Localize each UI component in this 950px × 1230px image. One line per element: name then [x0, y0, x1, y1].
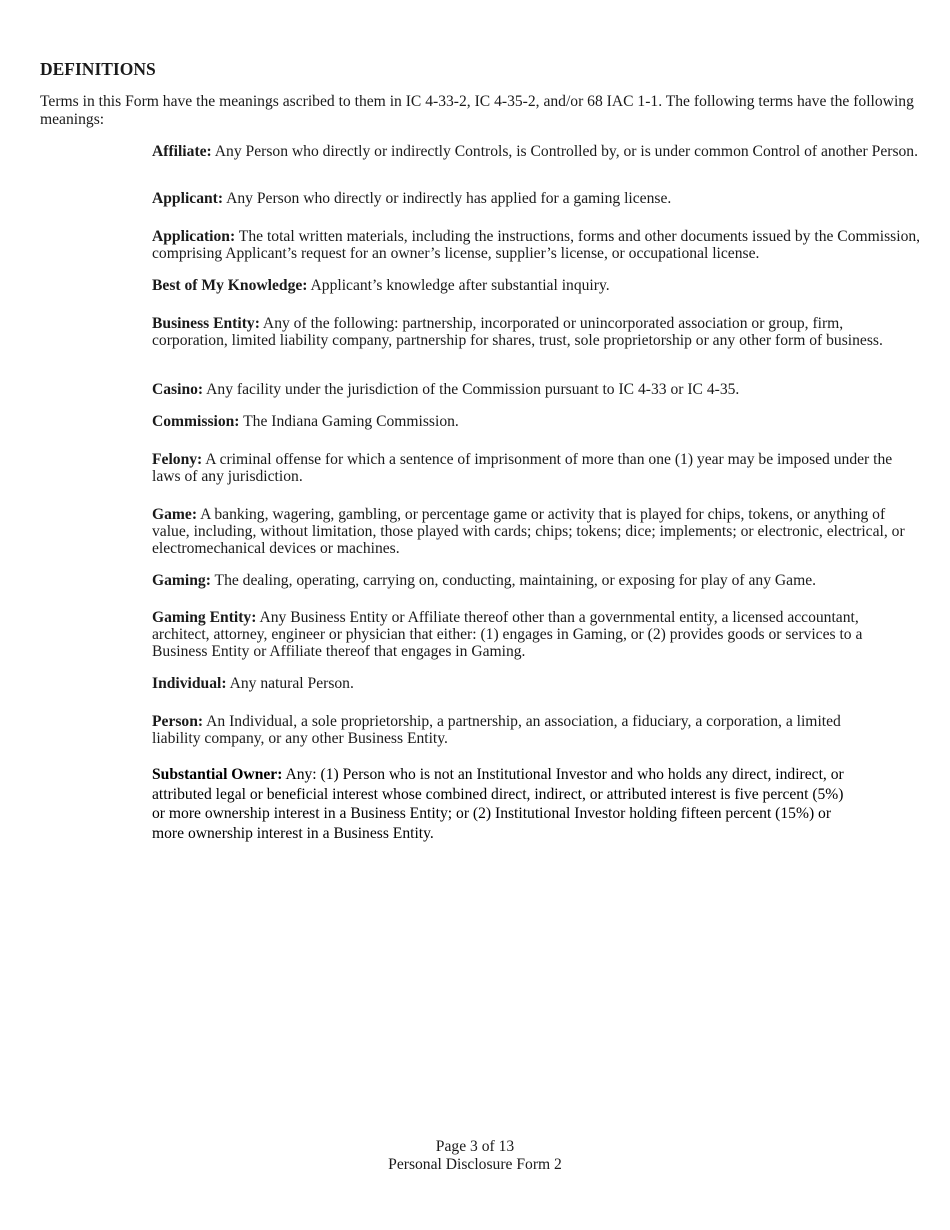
definition-text: The total written materials, including the instructions, forms and other documents issued by the Commission, comprising Applicant’s request for an owner’s license, supplier’s license, or occupational license. — [152, 228, 921, 263]
definition-text: A criminal offense for which a sentence of imprisonment of more than one (1) year may be imposed under the laws of any jurisdiction. — [152, 451, 893, 486]
definition-term: Applicant: — [152, 190, 224, 207]
definition-person — [152, 713, 867, 747]
definition-text: The Indiana Gaming Commission. — [239, 413, 459, 430]
definition-substantial-owner — [152, 765, 852, 843]
definition-individual — [152, 675, 922, 692]
definition-text: Any facility under the jurisdiction of the Commission pursuant to IC 4-33 or IC 4-35. — [203, 381, 740, 398]
definition-text: Any Business Entity or Affiliate thereof other than a governmental entity, a licensed accountant, architect, attorney, engineer or physician that either: (1) engages in Gaming, or (2) provides goods or services to a Business Entity or Affiliate thereof that engages in Gaming. — [152, 609, 863, 661]
definition-gaming-entity — [152, 609, 920, 660]
definition-application — [152, 228, 927, 262]
form-name: Personal Disclosure Form 2 — [388, 1156, 562, 1173]
definition-text: An Individual, a sole proprietorship, a partnership, an association, a fiduciary, a corporation, a limited liability company, or any other Business Entity. — [152, 713, 841, 748]
definition-term: Individual: — [152, 675, 227, 692]
definition-applicant — [152, 190, 922, 207]
definition-term: Gaming Entity: — [152, 609, 257, 626]
definition-term: Affiliate: — [152, 143, 212, 160]
definition-text: The dealing, operating, carrying on, conducting, maintaining, or exposing for play of any Game. — [210, 572, 817, 589]
section-heading: DEFINITIONS — [40, 59, 156, 79]
definition-game — [152, 506, 912, 557]
definition-text: Any of the following: partnership, incorporated or unincorporated association or group, firm, corporation, limited liability company, partnership for shares, trust, sole proprietorship or any other form of business. — [152, 315, 883, 350]
definition-term: Business Entity: — [152, 315, 260, 332]
definition-term: Commission: — [152, 413, 240, 430]
definition-felony — [152, 451, 912, 485]
definition-text: A banking, wagering, gambling, or percentage game or activity that is played for chips, tokens, or anything of value, including, without limitation, those played with cards; chips; tokens; dice; implements; or electronic, electrical, or electromechanical devices or machines. — [152, 506, 905, 558]
definition-term: Best of My Knowledge: — [152, 277, 308, 294]
definition-term: Person: — [152, 713, 204, 730]
definition-term: Gaming: — [152, 572, 211, 589]
definition-term: Application: — [152, 228, 236, 245]
definition-gaming — [152, 572, 922, 589]
definition-text: Any Person who directly or indirectly has applied for a gaming license. — [223, 190, 672, 207]
intro-paragraph: Terms in this Form have the meanings ascribed to them in IC 4-33-2, IC 4-35-2, and/or 68 IAC 1-1. The following terms have the following meanings: — [40, 93, 914, 128]
definition-text: Any: (1) Person who is not an Institutional Investor and who holds any direct, indirect, or attributed legal or beneficial interest whose combined direct, indirect, or attributed interest is five percent (5%) or more ownership interest in a Business Entity; or (2) Institutional Investor holding fifteen percent (15%) or more ownership interest in a Business Entity. — [152, 766, 844, 842]
page-number: Page 3 of 13 — [435, 1138, 515, 1155]
definition-term: Substantial Owner: — [152, 766, 283, 783]
definition-commission — [152, 413, 922, 430]
definition-text: Any Person who directly or indirectly Controls, is Controlled by, or is under common Control of another Person. — [211, 143, 918, 160]
definition-term: Felony: — [152, 451, 203, 468]
definition-affiliate — [152, 143, 922, 160]
definition-casino — [152, 381, 922, 398]
definition-text: Applicant’s knowledge after substantial inquiry. — [307, 277, 610, 294]
definition-term: Game: — [152, 506, 198, 523]
definition-business-entity — [152, 315, 892, 349]
definition-text: Any natural Person. — [226, 675, 354, 692]
definition-term: Casino: — [152, 381, 204, 398]
definition-best-of-my-knowledge — [152, 277, 922, 294]
